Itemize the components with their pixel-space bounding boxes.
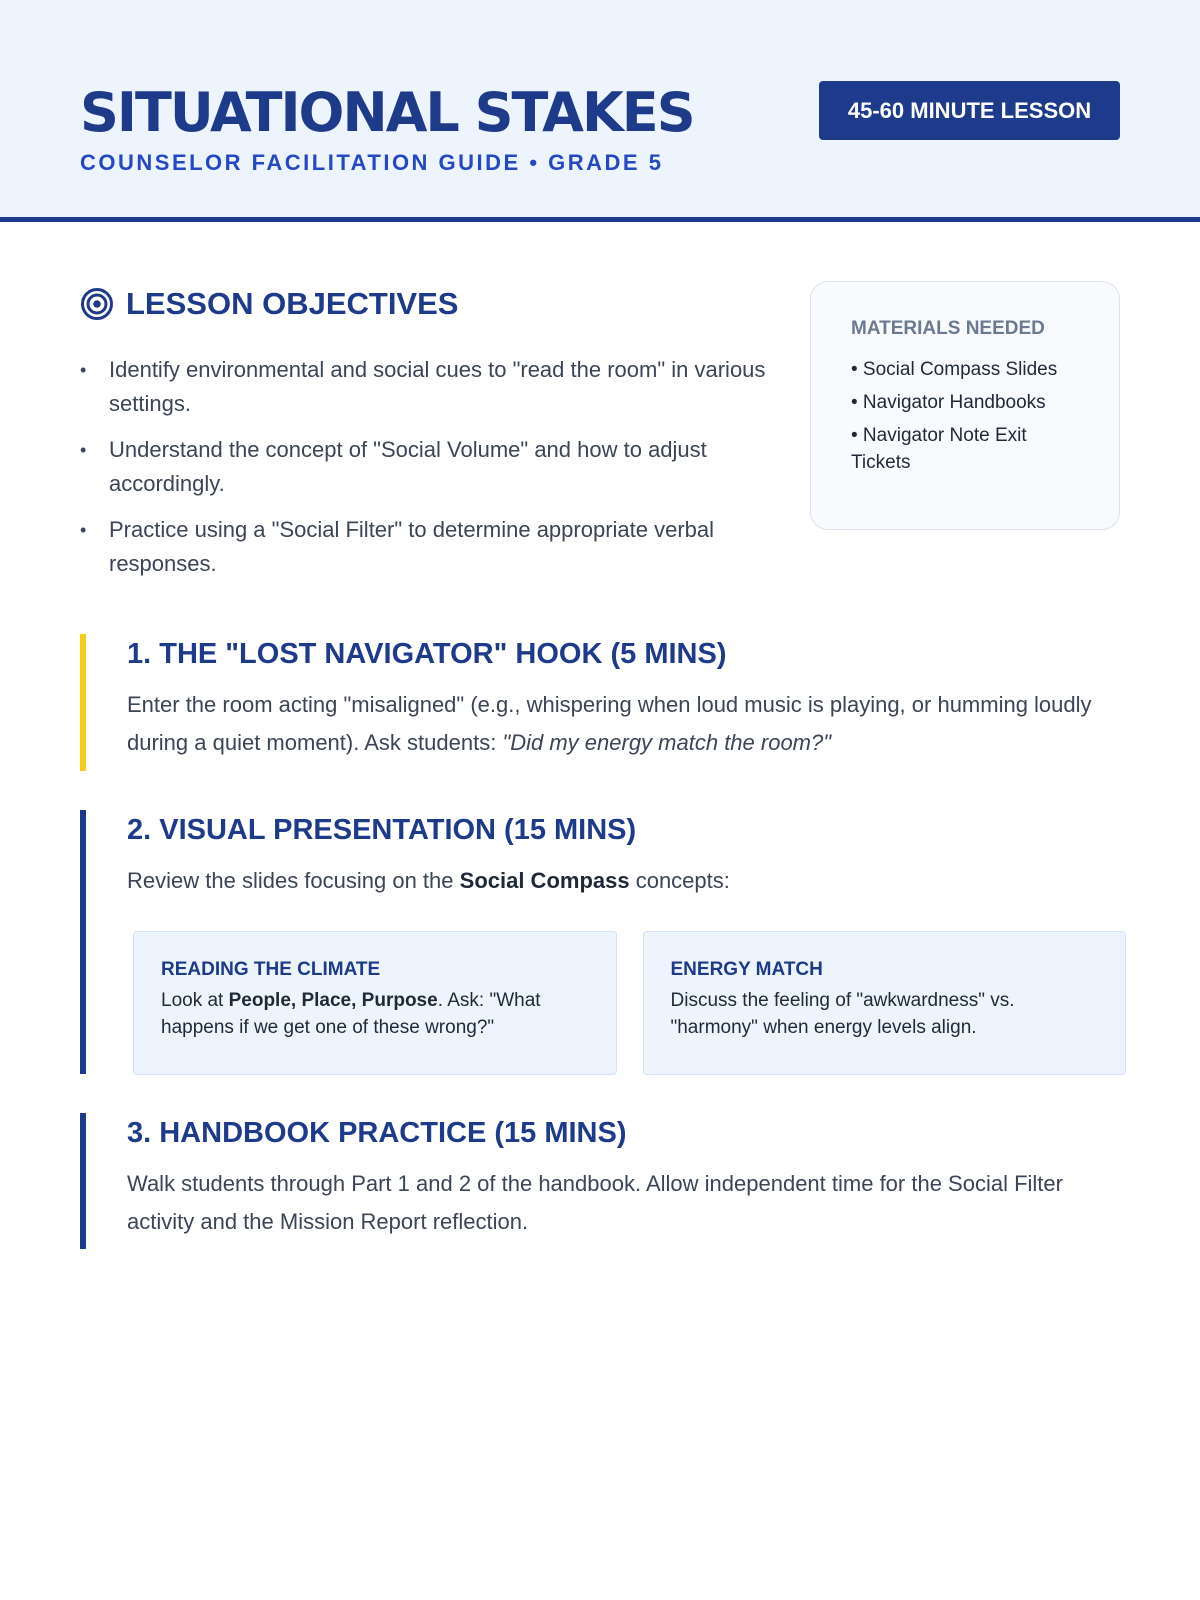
practice-body: Walk students through Part 1 and 2 of the handbook. Allow independent time for the Social Filter activity and the Mission Report reflection. bbox=[127, 1171, 1063, 1234]
objective-text: Understand the concept of "Social Volume" and how to adjust accordingly. bbox=[109, 437, 707, 496]
bullet-marker: • bbox=[80, 360, 87, 380]
practice-section bbox=[80, 1113, 1120, 1249]
materials-card bbox=[810, 281, 1120, 530]
objective-item bbox=[80, 433, 770, 501]
materials-item: • Navigator Handbooks bbox=[851, 392, 1046, 413]
concept-text bbox=[161, 987, 590, 1041]
bullet-marker: • bbox=[80, 520, 87, 540]
duration-badge: 45-60 MINUTE LESSON bbox=[819, 81, 1120, 140]
visual-intro-strong: Social Compass bbox=[459, 868, 630, 893]
concept-text-strong: People, Place, Purpose bbox=[228, 990, 438, 1011]
objectives-title: LESSON OBJECTIVES bbox=[126, 286, 459, 321]
visual-intro-text: Review the slides focusing on the bbox=[127, 868, 460, 893]
concept-text: Discuss the feeling of "awkwardness" vs. "harmony" when energy levels align. bbox=[670, 990, 1015, 1038]
reading-climate-card bbox=[133, 931, 617, 1075]
practice-title: 3. HANDBOOK PRACTICE (15 MINS) bbox=[127, 1117, 627, 1149]
objective-text: Practice using a "Social Filter" to determine appropriate verbal responses. bbox=[109, 517, 715, 576]
visual-title: 2. VISUAL PRESENTATION (15 MINS) bbox=[127, 814, 637, 846]
objectives-list bbox=[80, 353, 770, 593]
hook-body bbox=[127, 686, 1120, 762]
objective-item bbox=[80, 353, 770, 421]
concept-title: READING THE CLIMATE bbox=[161, 959, 381, 980]
materials-title: MATERIALS NEEDED bbox=[851, 318, 1045, 339]
energy-match-card bbox=[643, 931, 1127, 1075]
materials-item: • Navigator Note Exit Tickets bbox=[851, 425, 1027, 473]
page-title: SITUATIONAL STAKES bbox=[80, 81, 694, 144]
materials-item: • Social Compass Slides bbox=[851, 359, 1058, 380]
hook-title: 1. THE "LOST NAVIGATOR" HOOK (5 MINS) bbox=[127, 638, 727, 670]
materials-list bbox=[851, 356, 1089, 476]
objective-text: Identify environmental and social cues to "read the room" in various settings. bbox=[109, 357, 766, 416]
hook-section bbox=[80, 634, 1120, 771]
target-icon bbox=[80, 287, 114, 321]
concept-text-start: Look at bbox=[161, 990, 229, 1011]
hook-text: Enter the room acting "misaligned" (e.g., whispering when loud music is playing, or humming loudly during a quiet moment). Ask students: bbox=[127, 692, 1092, 755]
page-header bbox=[0, 0, 1200, 222]
objective-item bbox=[80, 513, 770, 581]
concept-text-end: . Ask: "What happens if we get one of these wrong?" bbox=[161, 990, 541, 1038]
visual-section bbox=[80, 810, 1120, 1074]
visual-intro-end: concepts: bbox=[629, 868, 730, 893]
concept-title: ENERGY MATCH bbox=[670, 959, 823, 980]
objectives-heading bbox=[80, 281, 458, 327]
bullet-marker: • bbox=[80, 440, 87, 460]
concept-cards bbox=[133, 931, 1126, 1075]
page-subtitle: COUNSELOR FACILITATION GUIDE • GRADE 5 bbox=[80, 150, 664, 175]
visual-intro bbox=[127, 862, 1120, 900]
hook-quote: "Did my energy match the room?" bbox=[502, 730, 832, 755]
